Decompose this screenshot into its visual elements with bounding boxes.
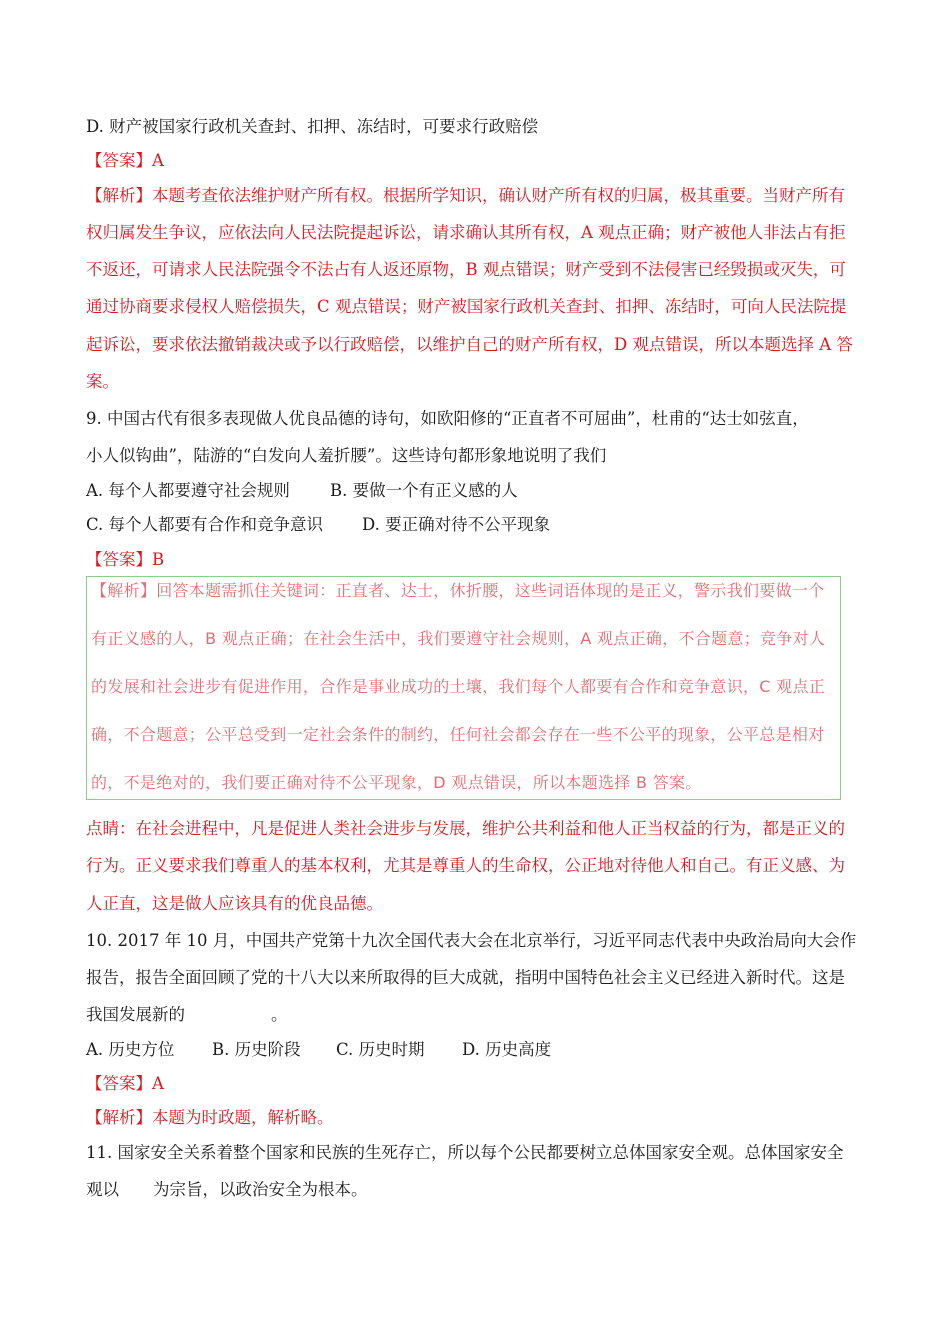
stem-text: 观以 — [86, 1180, 119, 1199]
stem-text: 我国发展新的 — [86, 1005, 185, 1024]
q8-analysis-line-5: 起诉讼，要求依法撤销裁决或予以行政赔偿，以维护自己的财产所有权，D 观点错误，所以本题选择 A 答 — [86, 335, 853, 354]
box-line-4: 确，不合题意；公平总受到一定社会条件的制约，任何社会都会存在一些不公平的现象，公平总是相对 — [91, 725, 825, 744]
q8-analysis-line-2: 权归属发生争议，应依法向人民法院提起诉讼，请求确认其所有权，A 观点正确；财产被他人非法占有拒 — [86, 223, 846, 242]
analysis-text: 本题考查依法维护财产所有权。根据所学知识，确认财产所有权的归属，极其重要。当财产所有 — [152, 186, 845, 205]
q11-stem-line-2 — [86, 1180, 368, 1200]
box-line-1: 【解析】回答本题需抓住关键词：正直者、达士，休折腰，这些词语体现的是正义，警示我们要做一个 — [91, 581, 825, 600]
answer-tag: 【答案】 — [86, 1074, 152, 1093]
stem-text-rest: 为宗旨，以政治安全为根本。 — [153, 1180, 368, 1199]
q10-stem-line-2: 报告，报告全面回顾了党的十八大以来所取得的巨大成就，指明中国特色社会主义已经进入新时代。这是 — [86, 968, 845, 987]
analysis-tag: 【解析】 — [86, 1108, 152, 1127]
answer-tag: 【答案】 — [86, 151, 152, 170]
box-line-5: 的，不是绝对的，我们要正确对待不公平现象，D 观点错误，所以本题选择 B 答案。 — [91, 773, 702, 792]
q9-note-line-1: 点睛：在社会进程中，凡是促进人类社会进步与发展，维护公共利益和他人正当权益的行为，都是正义的 — [86, 819, 845, 838]
q9-stem-line-1: 9. 中国古代有很多表现做人优良品德的诗句，如欧阳修的“正直者不可屈曲”，杜甫的“达士如弦直， — [86, 409, 809, 428]
q8-answer — [86, 151, 164, 171]
q8-analysis-line-3: 不返还，可请求人民法院强令不法占有人返还原物，B 观点错误；财产受到不法侵害已经毁损或灭失，可 — [86, 260, 846, 279]
q10-stem-line-1: 10. 2017 年 10 月，中国共产党第十九次全国代表大会在北京举行，习近平同志代表中央政治局向大会作 — [86, 931, 857, 950]
q10-option-a: A. 历史方位 — [86, 1040, 175, 1059]
q9-option-d: D. 要正确对待不公平现象 — [362, 515, 551, 534]
box-line-3: 的发展和社会进步有促进作用，合作是事业成功的土壤，我们每个人都要有合作和竞争意识，C 观点正 — [91, 677, 826, 696]
q9-stem-line-2: 小人似钩曲”，陆游的“白发向人羞折腰”。这些诗句都形象地说明了我们 — [86, 446, 607, 465]
q8-analysis-line-6: 案。 — [86, 372, 119, 391]
answer-value: A — [152, 151, 164, 170]
analysis-image-box — [86, 576, 841, 800]
answer-value: A — [152, 1074, 164, 1093]
q9-option-b: B. 要做一个有正义感的人 — [330, 481, 518, 500]
analysis-text: 本题为时政题，解析略。 — [152, 1108, 334, 1127]
q9-answer — [86, 550, 164, 570]
q8-analysis-line-4: 通过协商要求侵权人赔偿损失，C 观点错误；财产被国家行政机关查封、扣押、冻结时，可向人民法院提 — [86, 297, 847, 316]
q9-note-line-2: 行为。正义要求我们尊重人的基本权利，尤其是尊重人的生命权，公正地对待他人和自己。有正义感、为 — [86, 856, 845, 875]
q8-option-d: D. 财产被国家行政机关查封、扣押、冻结时，可要求行政赔偿 — [86, 117, 539, 136]
q10-option-c: C. 历史时期 — [336, 1040, 425, 1059]
answer-tag: 【答案】 — [86, 550, 152, 569]
q9-option-c: C. 每个人都要有合作和竞争意识 — [86, 515, 324, 534]
q10-stem-line-3 — [86, 1005, 288, 1025]
analysis-tag: 【解析】 — [86, 186, 152, 205]
q10-analysis — [86, 1108, 334, 1128]
answer-value: B — [152, 550, 165, 569]
q10-option-b: B. 历史阶段 — [212, 1040, 301, 1059]
q9-option-a: A. 每个人都要遵守社会规则 — [86, 481, 290, 500]
box-line-2: 有正义感的人，B 观点正确；在社会生活中，我们要遵守社会规则，A 观点正确，不合题意；竞争对人 — [91, 629, 826, 648]
q8-analysis-line-1 — [86, 186, 845, 206]
stem-period: 。 — [271, 1005, 288, 1024]
q10-answer — [86, 1074, 164, 1094]
q11-stem-line-1: 11. 国家安全关系着整个国家和民族的生死存亡，所以每个公民都要树立总体国家安全观。总体国家安全 — [86, 1143, 844, 1162]
q9-note-line-3: 人正直，这是做人应该具有的优良品德。 — [86, 894, 383, 913]
q10-option-d: D. 历史高度 — [462, 1040, 552, 1059]
